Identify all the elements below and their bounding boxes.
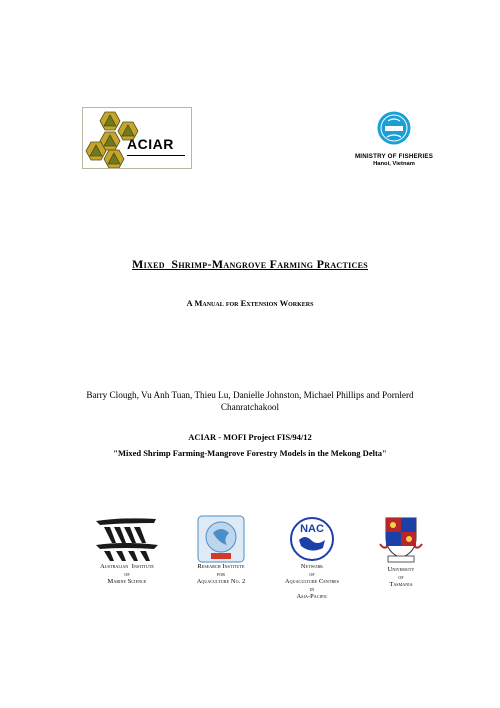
ministry-place: Hanoi, Vietnam [373, 161, 415, 167]
authors: Barry Clough, Vu Anh Tuan, Thieu Lu, Danielle Johnston, Michael Phillips and Pornlerd Chanratchakool [86, 390, 414, 412]
aims-logo [94, 515, 160, 563]
ria2-logo [197, 515, 245, 563]
ria2-label [170, 563, 272, 586]
ministry-name: MINISTRY OF FISHERIES [354, 153, 434, 160]
partner-label-line: in [309, 585, 315, 593]
partner-label-line: Aquaculture No. 2 [196, 578, 246, 586]
document-title: Mixed Shrimp-Mangrove Farming Practices [132, 257, 368, 271]
ministry-of-fisheries-emblem [376, 110, 412, 150]
naca-label [268, 563, 356, 601]
aciar-logo [82, 107, 192, 169]
project-description: "Mixed Shrimp Farming-Mangrove Forestry Models in the Mekong Delta" [113, 448, 387, 458]
aciar-wordmark: ACIAR [127, 136, 187, 154]
university-of-tasmania-crest [378, 514, 424, 564]
utas-label [368, 566, 434, 589]
partner-label-line: Tasmania [389, 581, 413, 589]
partner-label-line: Network [300, 563, 324, 570]
partner-label-line: Aquaculture Centres [284, 578, 340, 586]
document-subtitle: A Manual for Extension Workers [186, 298, 314, 308]
partner-label-line: Research Institute [197, 563, 245, 570]
partner-label-line: Asia-Pacific [296, 593, 328, 601]
aims-label [75, 563, 179, 586]
partner-label-line: for [216, 570, 226, 578]
partner-label-line: Marine Science [107, 578, 147, 586]
naca-logo-text: NAC [300, 523, 324, 535]
partner-label-line: University [387, 566, 415, 573]
partner-label-line: of [309, 570, 315, 578]
partner-label-line: of [124, 570, 130, 578]
partner-label-line: Australian Institute [100, 563, 154, 570]
project-code: ACIAR - MOFI Project FIS/94/12 [188, 432, 312, 442]
partner-label-line: of [398, 573, 404, 581]
naca-logo [289, 516, 335, 562]
